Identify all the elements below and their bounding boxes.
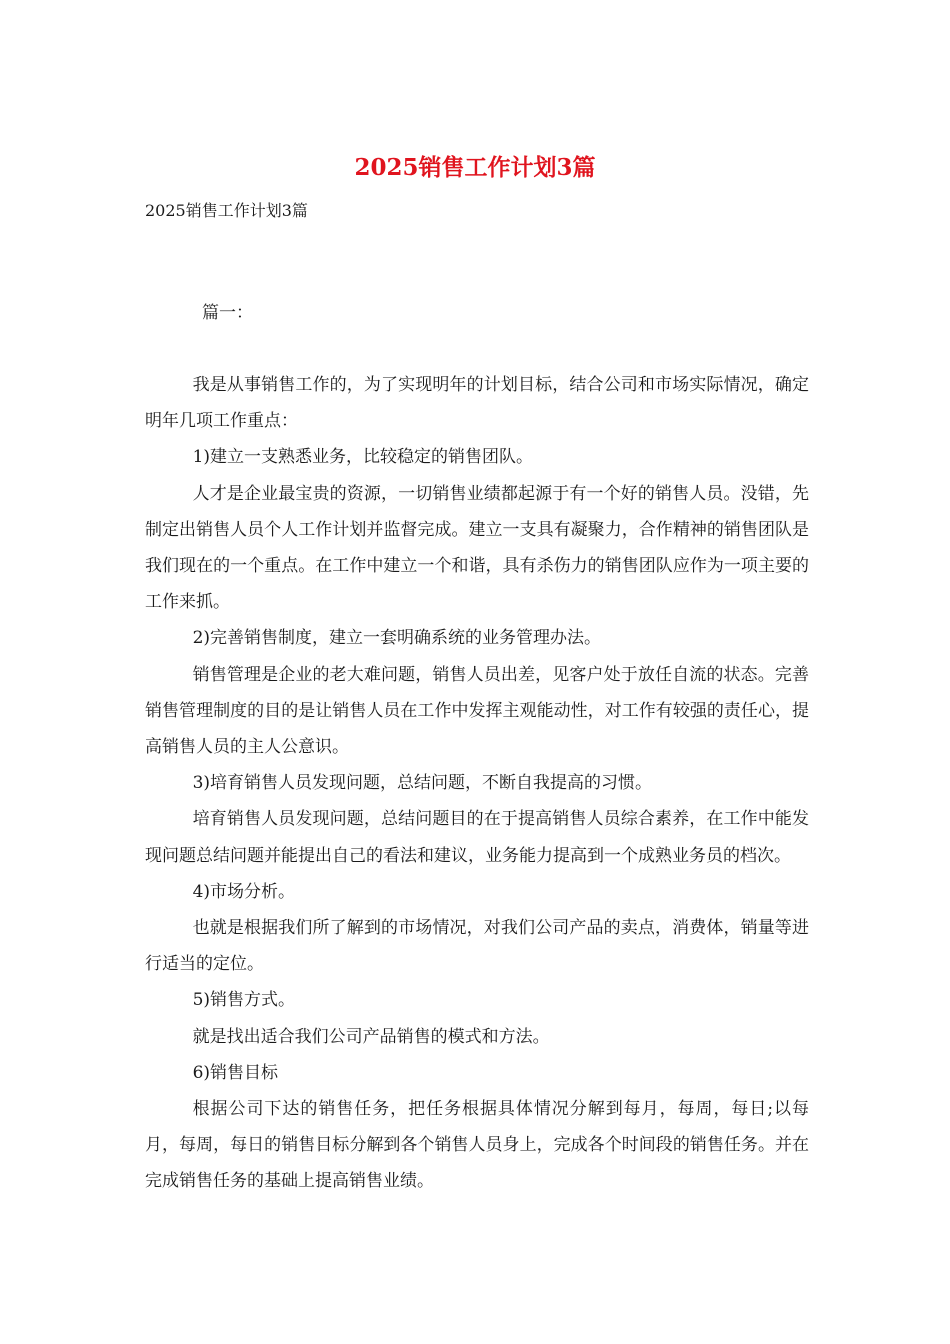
document-subtitle: 2025销售工作计划3篇	[145, 201, 308, 220]
body-text	[145, 367, 809, 1200]
paragraph: 4)市场分析。	[192, 881, 296, 902]
paragraph: 也就是根据我们所了解到的市场情况，对我们公司产品的卖点，消费体，销量等进行适当的定位。	[145, 918, 809, 975]
paragraph: 6)销售目标	[192, 1062, 279, 1083]
paragraph: 5)销售方式。	[192, 990, 296, 1011]
document-title: 2025销售工作计划3篇	[354, 154, 596, 181]
paragraph: 就是找出适合我们公司产品销售的模式和方法。	[192, 1026, 550, 1047]
paragraph: 培育销售人员发现问题，总结问题目的在于提高销售人员综合素养，在工作中能发现问题总结问题并能提出自己的看法和建议，业务能力提高到一个成熟业务员的档次。	[145, 809, 809, 866]
paragraph: 2)完善销售制度，建立一套明确系统的业务管理办法。	[192, 628, 602, 649]
section-label: 篇一：	[202, 303, 253, 323]
paragraph: 根据公司下达的销售任务，把任务根据具体情况分解到每月，每周，每日;以每月，每周，每日的销售目标分解到各个销售人员身上，完成各个时间段的销售任务。并在完成销售任务的基础上提高销售业绩。	[145, 1099, 809, 1192]
paragraph: 1)建立一支熟悉业务，比较稳定的销售团队。	[192, 447, 534, 468]
paragraph: 销售管理是企业的老大难问题，销售人员出差，见客户处于放任自流的状态。完善销售管理制度的目的是让销售人员在工作中发挥主观能动性，对工作有较强的责任心，提高销售人员的主人公意识。	[145, 664, 809, 758]
paragraph: 人才是企业最宝贵的资源，一切销售业绩都起源于有一个好的销售人员。没错，先制定出销售人员个人工作计划并监督完成。建立一支具有凝聚力，合作精神的销售团队是我们现在的一个重点。在工作中建立一个和谐，具有杀伤力的销售团队应作为一项主要的工作来抓。	[145, 483, 809, 613]
paragraph: 3)培育销售人员发现问题，总结问题，不断自我提高的习惯。	[192, 773, 653, 794]
paragraph: 我是从事销售工作的，为了实现明年的计划目标，结合公司和市场实际情况，确定明年几项工作重点：	[145, 375, 809, 432]
